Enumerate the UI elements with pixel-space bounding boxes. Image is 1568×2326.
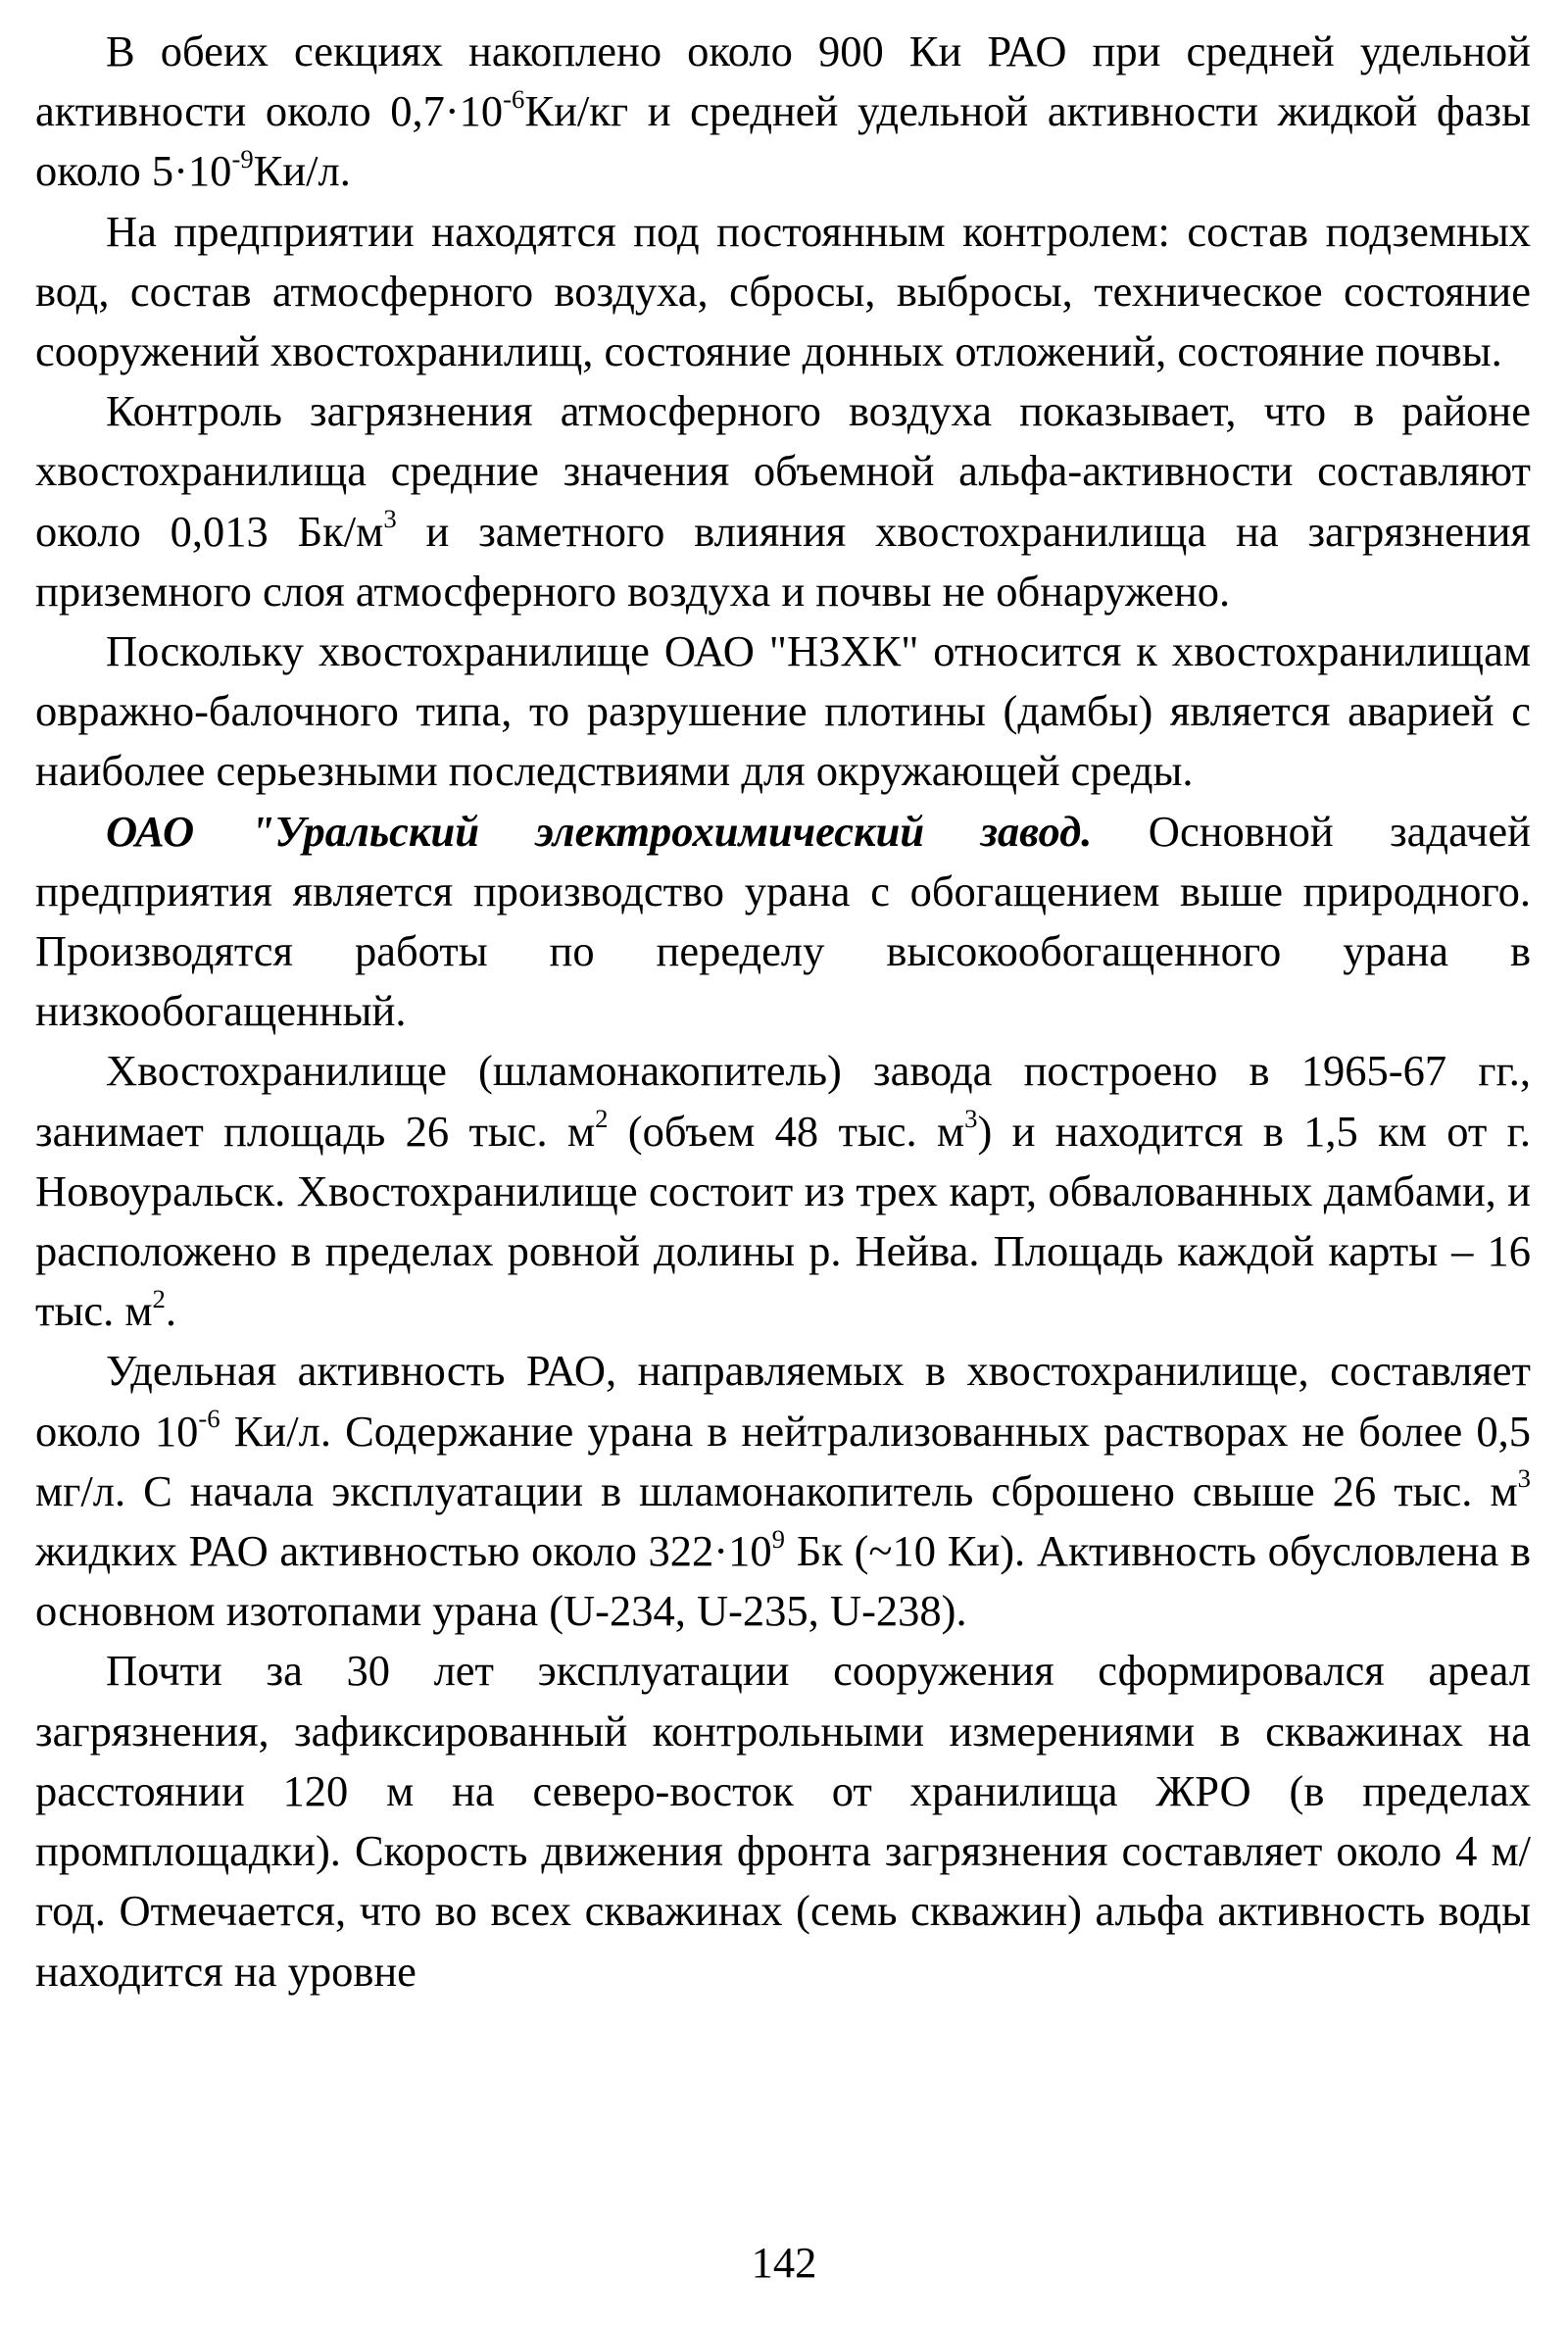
paragraph-7-text-c: жидких РАО активностью около 322·10 [35, 1526, 772, 1576]
paragraph-7-text-a: Удельная активность РАО, направляемых в хвостохранилище, составляет около 10 [35, 1346, 1531, 1456]
exponent: 9 [771, 1523, 785, 1554]
paragraph-6 [35, 1041, 1531, 1341]
exponent: 2 [152, 1283, 166, 1313]
paragraph-6-text-d: . [165, 1286, 176, 1336]
paragraph-6-text-a: Хвостохранилище (шламонакопитель) завода построено в 1965-67 гг., занимает площадь 26 тыс. м [35, 1046, 1531, 1156]
paragraph-3-text-a: Контроль загрязнения атмосферного воздуха показывает, что в районе хвостохранилища средние значения объемной альфа-активности составляют около 0,013 Бк/м [35, 386, 1531, 556]
page-body [35, 22, 1531, 2002]
paragraph-7-text-d: Бк (~10 Ки). Активность обусловлена в основном изотопами урана (U-234, U-235, U-238). [35, 1526, 1532, 1636]
exponent: 3 [383, 504, 397, 534]
page-number: 142 [751, 2238, 817, 2287]
paragraph-7-text-b: Ки/л. Содержание урана в нейтрализованных растворах не более 0,5 мг/л. С начала эксплуатации в шламонакопитель сброшено свыше 26 тыс. м [35, 1406, 1531, 1515]
section-heading: ОАО "Уральский электрохимический завод. [106, 806, 1093, 856]
exponent: 3 [1517, 1463, 1531, 1494]
paragraph-3 [35, 381, 1531, 621]
paragraph-3-text-b: и заметного влияния хвостохранилища на загрязнения приземного слоя атмосферного воздуха и почвы не обнаружено. [35, 506, 1531, 616]
exponent: 3 [964, 1104, 978, 1134]
paragraph-5 [35, 802, 1531, 1042]
paragraph-1-text-b: Ки/кг и средней удельной активности жидкой фазы около 5·10 [35, 86, 1531, 196]
paragraph-5-text: Основной задачей предприятия является производство урана с обогащением выше природного. Производятся работы по переделу высокообогащенного урана в низкообогащенный. [35, 806, 1531, 1036]
paragraph-1-text-a: В обеих секциях накоплено около 900 Ки РАО при средней удельной активности около 0,7·10 [35, 26, 1531, 136]
paragraph-2: На предприятии находятся под постоянным контролем: состав подземных вод, состав атмосферного воздуха, сбросы, выбросы, техническое состояние сооружений хвостохранилищ, состояние донных отложений, состояние почвы. [35, 206, 1531, 376]
exponent: -6 [198, 1404, 220, 1434]
paragraph-7 [35, 1341, 1531, 1641]
paragraph-6-text-c: ) и находится в 1,5 км от г. Новоуральск. Хвостохранилище состоит из трех карт, обвалованных дамбами, и расположено в пределах ровной долины р. Нейва. Площадь каждой карты – 16 тыс. м [35, 1106, 1532, 1336]
exponent: -9 [231, 143, 254, 173]
paragraph-1 [35, 22, 1531, 202]
paragraph-8: Почти за 30 лет эксплуатации сооружения сформировался ареал загрязнения, зафиксированный контрольными измерениями в скважинах на расстоянии 120 м на северо-восток от хранилища ЖРО (в пределах промплощадки). Скорость движения фронта загрязнения составляет около 4 м/год. Отмечается, что во всех скважинах (семь скважин) альфа активность воды находится на уровне [35, 1646, 1531, 1996]
paragraph-1-text-c: Ки/л. [253, 146, 351, 196]
paragraph-4: Поскольку хвостохранилище ОАО "НЗХК" относится к хвостохранилищам овражно-балочного типа, то разрушение плотины (дамбы) является аварией с наиболее серьезными последствиями для окружающей среды. [35, 626, 1531, 796]
paragraph-6-text-b: (объем 48 тыс. м [608, 1106, 965, 1156]
exponent: 2 [595, 1104, 609, 1134]
exponent: -6 [503, 83, 525, 114]
